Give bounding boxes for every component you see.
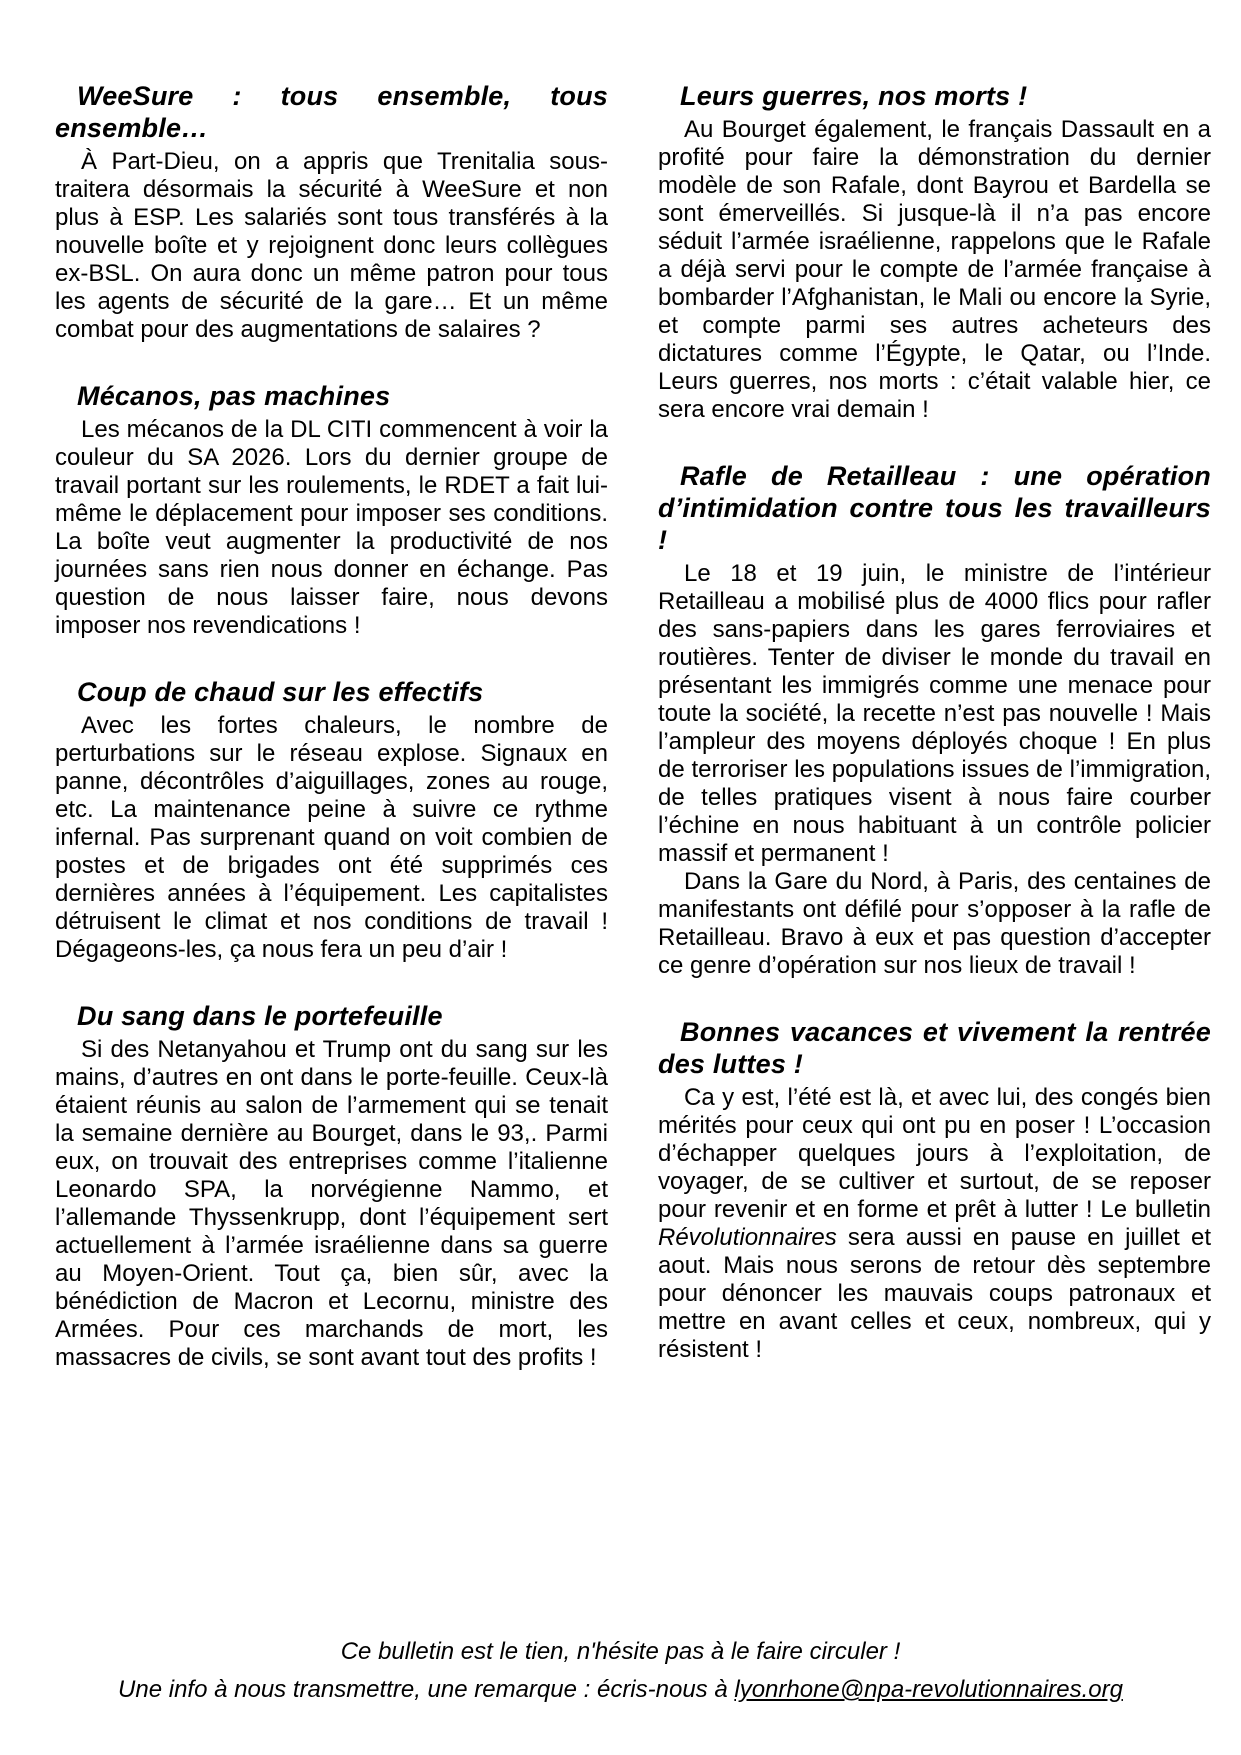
article-du-sang [55,1000,608,1372]
article-coup-de-chaud [55,676,608,964]
footer-line-2 [0,1671,1241,1709]
article-heading: Rafle de Retailleau : une opération d’intimidation contre tous les travailleurs ! [658,461,1211,555]
article-bonnes-vacances [658,1016,1211,1364]
email-link[interactable]: lyonrhone@npa-revolutionnaires.org [734,1676,1123,1703]
article-paragraph [658,1084,1211,1364]
article-paragraph: Le 18 et 19 juin, le ministre de l’intérieur Retailleau a mobilisé plus de 4000 flics pour rafler des sans-papiers dans les gares ferroviaires et routières. Tenter de diviser le monde du travail en présentant les immigrés comme une menace pour toute la société, la recette n’est pas nouvelle ! Mais l’ampleur des moyens déployés choque ! En plus de terroriser les populations issues de l’immigration, de telles pratiques visent à nous faire courber l’échine en nous habituant à un contrôle policier massif et permanent ! [658,560,1211,867]
article-heading: Leurs guerres, nos morts ! [680,81,1028,111]
article-mecanos [55,380,608,640]
right-column [658,80,1211,1372]
article-paragraph: Les mécanos de la DL CITI commencent à voir la couleur du SA 2026. Lors du dernier groupe de travail portant sur les roulements, le RDET a fait lui-même le déplacement pour imposer ses conditions. La boîte veut augmenter la productivité de nos journées sans rien nous donner en échange. Pas question de nous laisser faire, nous devons imposer nos revendications ! [55,416,608,639]
article-heading: WeeSure : tous ensemble, tous ensemble… [55,81,608,143]
footer-line-2-text: Une info à nous transmettre, une remarque : écris-nous à [118,1676,735,1703]
article-heading: Du sang dans le portefeuille [77,1001,443,1031]
footer-line-1: Ce bulletin est le tien, n'hésite pas à le faire circuler ! [340,1638,901,1665]
article-paragraph: Au Bourget également, le français Dassault en a profité pour faire la démonstration du dernier modèle de son Rafale, dont Bayrou et Bardella se sont émerveillés. Si jusque-là il n’a pas encore séduit l’armée israélienne, rappelons que le Rafale a déjà servi pour le compte de l’armée française à bombarder l’Afghanistan, le Mali ou encore la Syrie, et compte parmi ses autres acheteurs des dictatures comme l’Égypte, le Qatar, ou l’Inde. Leurs guerres, nos morts : c’était valable hier, ce sera encore vrai demain ! [658,116,1211,423]
article-heading: Coup de chaud sur les effectifs [77,677,484,707]
paragraph-text: Ca y est, l’été est là, et avec lui, des congés bien mérités pour ceux qui ont pu en poser ! L’occasion d’échapper quelques jours à l’exploitation, de voyager, de se cultiver et surtout, de se reposer pour revenir et en forme et prêt à lutter ! Le bulletin [658,1084,1211,1223]
article-paragraph: Si des Netanyahou et Trump ont du sang sur les mains, d’autres en ont dans le porte-feuille. Ceux-là étaient réunis au salon de l’armement qui se tenait la semaine dernière au Bourget, dans le 93,. Parmi eux, on trouvait des entreprises comme l’italienne Leonardo SPA, la norvégienne Nammo, et l’allemande Thyssenkrupp, dont l’équipement sert actuellement à l’armée israélienne dans sa guerre au Moyen-Orient. Tout ça, bien sûr, avec la bénédiction de Macron et Lecornu, ministre des Armées. Pour ces marchands de mort, les massacres de civils, se sont avant tout des profits ! [55,1036,608,1371]
article-rafle-retailleau [658,460,1211,980]
paragraph-text: sera aussi en pause en juillet et aout. Mais nous serons de retour dès septembre pour dénoncer les mauvais coups patronaux et mettre en avant celles et ceux, nombreux, qui y résistent ! [658,1224,1211,1363]
bulletin-title-italic: Révolutionnaires [658,1224,837,1251]
article-paragraph: Dans la Gare du Nord, à Paris, des centaines de manifestants ont défilé pour s’opposer à la rafle de Retailleau. Bravo à eux et pas question d’accepter ce genre d’opération sur nos lieux de travail ! [658,868,1211,979]
article-paragraph: À Part-Dieu, on a appris que Trenitalia sous-traitera désormais la sécurité à WeeSure et non plus à ESP. Les salariés sont tous transférés à la nouvelle boîte et y rejoignent donc leurs collègues ex-BSL. On aura donc un même patron pour tous les agents de sécurité de la gare… Et un même combat pour des augmentations de salaires ? [55,148,608,343]
left-column [55,80,608,1372]
article-heading: Bonnes vacances et vivement la rentrée des luttes ! [658,1017,1211,1079]
article-weesure [55,80,608,344]
two-column-layout [55,80,1211,1372]
footer [0,1633,1241,1709]
article-paragraph: Avec les fortes chaleurs, le nombre de perturbations sur le réseau explose. Signaux en panne, décontrôles d’aiguillages, zones au rouge, etc. La maintenance peine à suivre ce rythme infernal. Pas surprenant quand on voit combien de postes et de brigades ont été supprimés ces dernières années à l’équipement. Les capitalistes détruisent le climat et nos conditions de travail ! Dégageons-les, ça nous fera un peu d’air ! [55,712,608,963]
article-heading: Mécanos, pas machines [77,381,391,411]
article-leurs-guerres [658,80,1211,424]
